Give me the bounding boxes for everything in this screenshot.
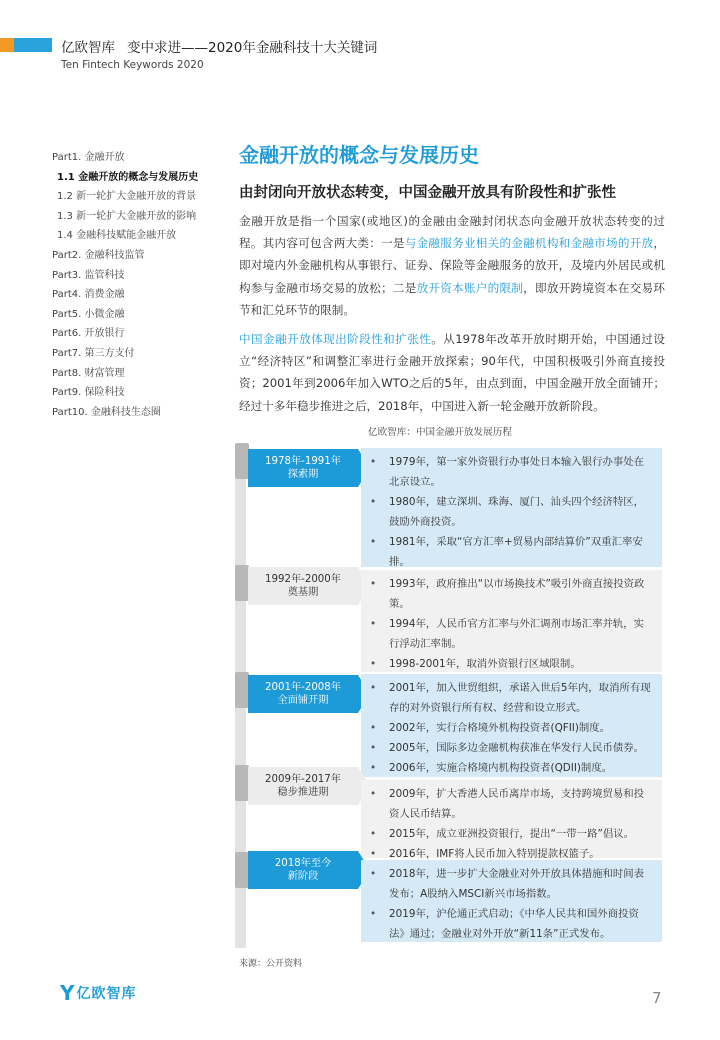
phase-events bbox=[361, 448, 662, 567]
phase-name: 全面铺开期 bbox=[277, 695, 329, 706]
event-item: • 2018年，进一步扩大金融业对外开放具体措施和时间表发布；A股纳入MSCI新兴市场指数。 bbox=[389, 864, 654, 904]
timeline-marker bbox=[235, 672, 249, 708]
event-item: • 2001年，加入世贸组织，承诺入世后5年内，取消所有现存的对外资银行所有权、经营和设立形式。 bbox=[389, 678, 654, 718]
footer-logo bbox=[60, 983, 136, 1003]
section-subtitle: 由封闭向开放状态转变，中国金融开放具有阶段性和扩张性 bbox=[239, 185, 616, 201]
toc-item[interactable]: 1.3 新一轮扩大金融开放的影响 bbox=[57, 210, 197, 222]
body-text: 。从1978年改革开放时期开始，中国通过设立“经济特区”和调整汇率进行金融开放探索；90年代，中国积极吸引外商直接投资；2001年到2006年加入WTO之后的5年，由点到面，中国金融开放全面铺开；经过十多年稳步推进之后，2018年，中国进入新一轮金融开放新阶段。 bbox=[239, 332, 665, 413]
event-item: • 2015年，成立亚洲投资银行，提出“一带一路”倡议。 bbox=[389, 824, 654, 844]
paragraph-definition bbox=[239, 210, 665, 321]
toc-item[interactable]: Part10. 金融科技生态圈 bbox=[52, 406, 161, 418]
highlight-text: 与金融服务业相关的金融机构和金融市场的开放 bbox=[404, 236, 654, 251]
table-of-contents bbox=[52, 148, 198, 422]
phase-years: 2001年-2008年 bbox=[265, 682, 341, 693]
phase-events bbox=[361, 570, 662, 672]
paragraph-stages bbox=[239, 328, 665, 417]
logo-text: 亿欧智库 bbox=[76, 986, 137, 1002]
phase-years: 2009年-2017年 bbox=[265, 774, 341, 785]
body-text: ，即放开跨境资本在交易环节和汇兑环节的限制。 bbox=[239, 280, 665, 317]
header-blue-block bbox=[14, 38, 52, 52]
phase-years: 2018年至今 bbox=[274, 858, 332, 869]
page-number: 7 bbox=[652, 989, 662, 1007]
phase-name: 新阶段 bbox=[287, 871, 319, 882]
phase-years: 1978年-1991年 bbox=[265, 456, 341, 467]
header-brand: 亿欧智库 bbox=[61, 40, 115, 56]
phase-label bbox=[248, 851, 358, 889]
header-title bbox=[61, 36, 389, 56]
event-item: • 2016年，IMF将人民币加入特别提款权篮子。 bbox=[389, 844, 654, 864]
toc-item[interactable]: 1.2 新一轮扩大金融开放的背景 bbox=[57, 191, 197, 203]
highlight-text: 放开资本账户的限制 bbox=[416, 280, 524, 295]
highlight-text: 中国金融开放体现出阶段性和扩张性 bbox=[239, 332, 432, 346]
body-text: 金融开放是指一个国家(或地区)的金融由金融封闭状态向金融开放状态转变的过程。其内容可包含两大类：一是 bbox=[239, 214, 665, 251]
toc-item[interactable]: Part5. 小微金融 bbox=[52, 308, 125, 320]
event-item: • 1979年，第一家外资银行办事处日本输入银行办事处在北京设立。 bbox=[389, 452, 654, 492]
header-orange-block bbox=[0, 38, 14, 52]
timeline-marker bbox=[235, 565, 249, 601]
source-note: 来源：公开资料 bbox=[239, 959, 303, 969]
event-item: • 1980年，建立深圳、珠海、厦门、汕头四个经济特区，鼓励外商投资。 bbox=[389, 492, 654, 532]
phase-name: 探索期 bbox=[287, 469, 319, 480]
toc-item[interactable]: 1.4 金融科技赋能金融开放 bbox=[57, 230, 177, 242]
event-item: • 1981年，采取“官方汇率+贸易内部结算价”双重汇率安排。 bbox=[389, 532, 654, 572]
event-item: • 2019年，沪伦通正式启动；《中华人民共和国外商投资法》通过；金融业对外开放“新11条”正式发布。 bbox=[389, 904, 654, 944]
header-subtitle: Ten Fintech Keywords 2020 bbox=[61, 59, 204, 71]
toc-item[interactable]: Part2. 金融科技监管 bbox=[52, 249, 145, 261]
phase-name: 奠基期 bbox=[287, 587, 319, 598]
toc-item[interactable]: 1.1 金融开放的概念与发展历史 bbox=[57, 171, 199, 183]
event-item: • 1993年，政府推出“以市场换技术”吸引外商直接投资政策。 bbox=[389, 574, 654, 614]
phase-label bbox=[248, 567, 358, 605]
phase-label bbox=[248, 767, 358, 805]
phase-name: 稳步推进期 bbox=[277, 787, 329, 798]
event-item: • 2009年，扩大香港人民币离岸市场，支持跨境贸易和投资人民币结算。 bbox=[389, 784, 654, 824]
toc-item[interactable]: Part6. 开放银行 bbox=[52, 328, 125, 340]
toc-item[interactable]: Part4. 消费金融 bbox=[52, 289, 125, 301]
timeline-marker bbox=[235, 852, 249, 888]
toc-item[interactable]: Part7. 第三方支付 bbox=[52, 347, 135, 359]
section-title: 金融开放的概念与发展历史 bbox=[239, 143, 479, 167]
phase-label bbox=[248, 449, 358, 487]
phase-events bbox=[361, 674, 662, 777]
header-report-title: 变中求进——2020年金融科技十大关键词 bbox=[127, 40, 378, 56]
timeline-marker bbox=[235, 443, 249, 479]
event-item: • 2005年，国际多边金融机构获准在华发行人民币债券。 bbox=[389, 738, 654, 758]
phase-events bbox=[361, 780, 662, 858]
toc-item[interactable]: Part1. 金融开放 bbox=[52, 152, 125, 163]
toc-item[interactable]: Part8. 财富管理 bbox=[52, 367, 125, 379]
event-item: • 1998-2001年，取消外资银行区域限制。 bbox=[389, 654, 654, 674]
toc-item[interactable]: Part9. 保险科技 bbox=[52, 387, 125, 399]
timeline-marker bbox=[235, 765, 249, 801]
event-item: • 2006年，实施合格境内机构投资者(QDII)制度。 bbox=[389, 758, 654, 778]
event-item: • 2002年，实行合格境外机构投资者(QFII)制度。 bbox=[389, 718, 654, 738]
phase-label bbox=[248, 675, 358, 713]
body-text: ，即对境内外金融机构从事银行、证券、保险等金融服务的放开，及境内外居民或机构参与金融市场交易的放松；二是 bbox=[239, 236, 665, 295]
phase-events bbox=[361, 860, 662, 942]
event-item: • 1994年，人民币官方汇率与外汇调剂市场汇率并轨，实行浮动汇率制。 bbox=[389, 614, 654, 654]
toc-item[interactable]: Part3. 监管科技 bbox=[52, 269, 125, 281]
logo-icon: Y bbox=[60, 981, 75, 1005]
figure-caption: 亿欧智库：中国金融开放发展历程 bbox=[368, 427, 512, 438]
phase-years: 1992年-2000年 bbox=[265, 574, 341, 585]
